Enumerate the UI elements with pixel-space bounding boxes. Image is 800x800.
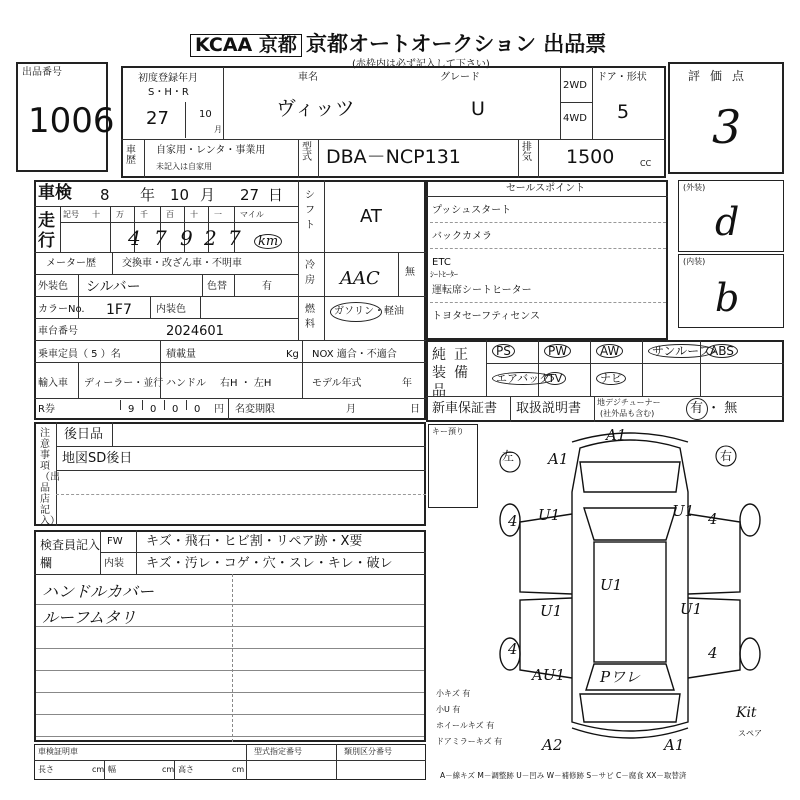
notes-label: 注意事項（出品店記入）: [40, 428, 60, 527]
mileage-divider: [60, 222, 298, 223]
chassis-label: 車台番号: [38, 326, 78, 337]
spare-mark: Kit: [736, 705, 757, 721]
inspector-note-1: ハンドルカバー: [42, 582, 155, 601]
inspection-month: 10: [170, 186, 190, 204]
load-unit: Kg: [286, 349, 299, 360]
fuel-options: ガソリン・軽油: [334, 306, 404, 317]
meter-options: 交換車・改ざん車・不明車: [122, 258, 242, 269]
damage-mark: U1: [540, 602, 563, 620]
inspection-year-unit: 年: [140, 186, 156, 204]
recycle-divider: [164, 400, 165, 410]
nox-value: NOX 適合・不適合: [312, 349, 397, 360]
car-name-label: 車名: [298, 72, 318, 83]
interior-grade: b: [715, 276, 740, 320]
evaluation-label: 評価点: [688, 69, 755, 83]
inspector-label: 検査員記入欄: [40, 538, 101, 570]
key-box: [428, 424, 478, 508]
notes-line-1: 後日品: [64, 427, 104, 442]
equipment-item: ナビ: [596, 372, 626, 385]
door-count: 5: [617, 101, 630, 123]
handle-label: ハンドル: [166, 378, 206, 389]
fuel-gasoline-circle: [330, 302, 382, 322]
drive-2wd: 2WD: [563, 80, 587, 91]
damage-mark: 4: [708, 644, 718, 662]
equipment-divider: [642, 340, 643, 396]
equipment-item: サンルーフ: [648, 344, 715, 358]
evaluation-score: 3: [712, 100, 742, 154]
car-name: ヴィッツ: [276, 96, 355, 120]
damage-mark: AU1: [532, 666, 566, 684]
equipment-item: エアバック: [492, 372, 554, 385]
sales-point-1: プッシュスタート: [432, 205, 512, 216]
cert-label: 車検証明車: [38, 747, 78, 756]
mileage-digit-header: 十: [92, 210, 100, 219]
door-label: ドア・形状: [597, 72, 647, 83]
damage-mark: 4: [708, 510, 718, 528]
diagram-right-label: 右: [720, 449, 733, 463]
diagram-small-note: 小キズ 有: [436, 689, 471, 698]
inspection-day: 27: [240, 186, 260, 204]
damage-legend: A－線キズ M－調整跡 U－凹み W－補修跡 S－サビ C－腐食 XX－取替済: [440, 771, 687, 780]
sales-point-etc-note: ｼｰﾄﾋｰﾀｰ: [430, 270, 458, 279]
color-value: シルバー: [86, 279, 141, 295]
load-label: 積載量: [166, 349, 196, 360]
fuel-label: 燃料: [305, 304, 315, 330]
mileage-digit: 7: [228, 226, 241, 250]
aircon-none: 無: [405, 267, 415, 278]
notes-line-2: 地図SD後日: [62, 451, 133, 466]
damage-mark: A1: [664, 736, 685, 754]
aircon-value: AAC: [340, 268, 380, 289]
equipment-item: ABS: [706, 344, 738, 358]
usage-note: 未記入は自家用: [156, 162, 212, 171]
inspection-month-unit: 月: [200, 186, 216, 204]
import-label: 輸入車: [38, 378, 68, 389]
page-subtitle: (赤枠内は必ず記入して下さい): [352, 59, 490, 70]
key-label: キー預り: [432, 427, 464, 436]
model-label: 型式: [302, 142, 312, 163]
first-reg-label: 初度登録年月: [138, 73, 198, 84]
damage-mark: 4: [508, 512, 518, 530]
inspector-interior-label: 内装: [104, 558, 124, 569]
mileage-digit-header: 千: [140, 210, 148, 219]
warranty-label: 新車保証書: [432, 401, 498, 416]
sales-point-4: 運転席シートヒーター: [432, 285, 532, 296]
equipment-divider: [700, 340, 701, 396]
color-change-label: 色替: [207, 281, 227, 292]
mileage-reg-label: 記号: [63, 210, 79, 219]
inspector-ruled-line: [36, 736, 424, 737]
inspector-ruled-line: [36, 714, 424, 715]
inspector-ruled-line: [36, 692, 424, 693]
tuner-note: (社外品も含む): [600, 409, 655, 418]
inspector-ruled-line: [36, 648, 424, 649]
color-no-label: カラーNo.: [38, 304, 85, 315]
inspector-column-divider: [232, 574, 233, 742]
sales-points-title: セールスポイント: [506, 183, 586, 194]
height-unit: cm: [232, 765, 245, 774]
transfer-month: 月: [346, 404, 356, 415]
inspector-ruled-line: [36, 670, 424, 671]
grade-value: U: [471, 98, 485, 120]
equipment-divider: [590, 340, 591, 396]
mileage-digit: 7: [154, 226, 167, 250]
inspector-ruled-line: [36, 604, 424, 605]
mileage-digit-header: 一: [214, 210, 222, 219]
model-designation-label: 型式指定番号: [254, 747, 302, 756]
damage-mark: U1: [672, 502, 695, 520]
mileage-digit-header: 十: [190, 210, 198, 219]
damage-mark: U1: [600, 576, 623, 594]
interior-label: (内装): [683, 257, 706, 266]
mileage-digit: 2: [204, 226, 217, 250]
displacement-label: 排気: [522, 142, 532, 163]
exterior-label: (外装): [683, 183, 706, 192]
mileage-unit: km: [254, 234, 282, 249]
damage-mark: A2: [542, 736, 563, 754]
lot-box: [16, 62, 115, 172]
model-code: DBA－NCP131: [326, 146, 461, 168]
diagram-left-label: 左: [502, 449, 515, 463]
diagram-small-note: ドアミラーキズ 有: [436, 737, 503, 746]
first-reg-year: 27: [146, 108, 169, 129]
equipment-item: PS: [492, 344, 515, 358]
shift-label: シフト: [305, 190, 315, 231]
sales-point-2: バックカメラ: [432, 231, 492, 242]
capacity-label: 乗車定員（ 5 ）名: [38, 349, 121, 360]
color-label: 外装色: [38, 281, 68, 292]
height-label: 高さ: [178, 765, 194, 774]
shift-value: AT: [360, 206, 382, 227]
recycle-divider: [142, 400, 143, 410]
spare-label: スペア: [738, 729, 762, 738]
mileage-label: 走行: [38, 211, 55, 251]
recycle-digit: 0: [150, 404, 157, 415]
displacement-unit: CC: [640, 159, 652, 168]
equipment-item: PW: [544, 344, 571, 358]
recycle-label: R券: [38, 404, 55, 415]
tuner-options: 有 ・ 無: [690, 401, 738, 416]
interior-box: [678, 254, 784, 328]
color-no-value: 1F7: [106, 302, 132, 318]
recycle-yen: 円: [214, 404, 224, 415]
color-change-value: 有: [262, 281, 272, 292]
transfer-label: 名変期限: [235, 404, 275, 415]
length-label: 長さ: [38, 765, 54, 774]
equipment-divider: [538, 340, 539, 396]
usage-label: 車歴: [126, 145, 136, 166]
recycle-digit: 9: [128, 404, 135, 415]
first-reg-era: S・H・R: [148, 87, 189, 98]
grade-label: グレード: [440, 72, 480, 83]
width-label: 幅: [108, 765, 116, 774]
fw-options: キズ・飛石・ヒビ割・リペア跡・X要: [146, 534, 363, 549]
inspection-day-unit: 日: [268, 186, 284, 204]
sales-point-5: トヨタセーフティセンス: [432, 311, 540, 322]
drive-4wd: 4WD: [563, 113, 587, 124]
equipment-item: AW: [596, 344, 623, 358]
aircon-label: 冷房: [305, 260, 315, 286]
mileage-digit: 4: [128, 226, 141, 250]
interior-color-label: 内装色: [156, 304, 186, 315]
tuner-yes-circle: [686, 398, 708, 420]
fw-label: FW: [107, 536, 123, 547]
tuner-label: 地デジチューナー: [597, 398, 661, 407]
model-year-unit: 年: [402, 378, 412, 389]
inspection-label: 車検: [38, 183, 72, 203]
damage-mark: A1: [606, 426, 627, 444]
diagram-small-note: 小U 有: [436, 705, 461, 714]
chassis-value: 2024601: [166, 324, 224, 339]
sales-point-3: ETC: [432, 257, 451, 268]
handle-value: 右H ・ 左H: [220, 378, 272, 389]
meter-label: メーター歴: [46, 258, 96, 269]
recycle-divider: [186, 400, 187, 410]
logo: KCAA 京都: [190, 34, 302, 57]
mileage-digit-header: 百: [166, 210, 174, 219]
inspector-note-2: ルーフムタリ: [42, 608, 137, 627]
evaluation-box: [668, 62, 784, 174]
damage-mark: 4: [508, 640, 518, 658]
usage-options: 自家用・レンタ・事業用: [156, 145, 266, 156]
mileage-digit: 9: [180, 226, 193, 250]
mileage-digit-header: マイル: [240, 210, 264, 219]
recycle-digit: 0: [194, 404, 201, 415]
diagram-small-note: ホイールキズ 有: [436, 721, 495, 730]
displacement-value: 1500: [566, 146, 615, 168]
damage-mark: Pワレ: [600, 668, 641, 686]
damage-mark: A1: [548, 450, 569, 468]
length-unit: cm: [92, 765, 105, 774]
inspection-year: 8: [100, 186, 110, 204]
first-reg-month: 10: [199, 109, 212, 120]
exterior-grade: d: [715, 200, 740, 244]
inspector-interior-options: キズ・汚レ・コゲ・穴・スレ・キレ・破レ: [146, 556, 393, 571]
page-title: 京都オートオークション 出品票: [306, 32, 607, 56]
import-dealer: ディーラー・並行: [84, 378, 164, 389]
transfer-day: 日: [410, 404, 420, 415]
recycle-divider: [120, 400, 121, 410]
mileage-digit-header: 万: [116, 210, 124, 219]
exterior-box: [678, 180, 784, 252]
equipment-item: TV: [544, 372, 566, 385]
width-unit: cm: [162, 765, 175, 774]
damage-mark: U1: [680, 600, 703, 618]
lot-number: 1006: [28, 101, 115, 141]
lot-label: 出品番号: [22, 67, 62, 78]
first-reg-month-unit: 月: [214, 125, 222, 134]
equipment-label: 純正装備品: [432, 347, 476, 400]
recycle-digit: 0: [172, 404, 179, 415]
manual-label: 取扱説明書: [516, 401, 582, 416]
damage-mark: U1: [538, 506, 561, 524]
class-no-label: 類別区分番号: [344, 747, 392, 756]
mileage-divider: [110, 206, 111, 252]
model-year-label: モデル年式: [312, 378, 362, 389]
